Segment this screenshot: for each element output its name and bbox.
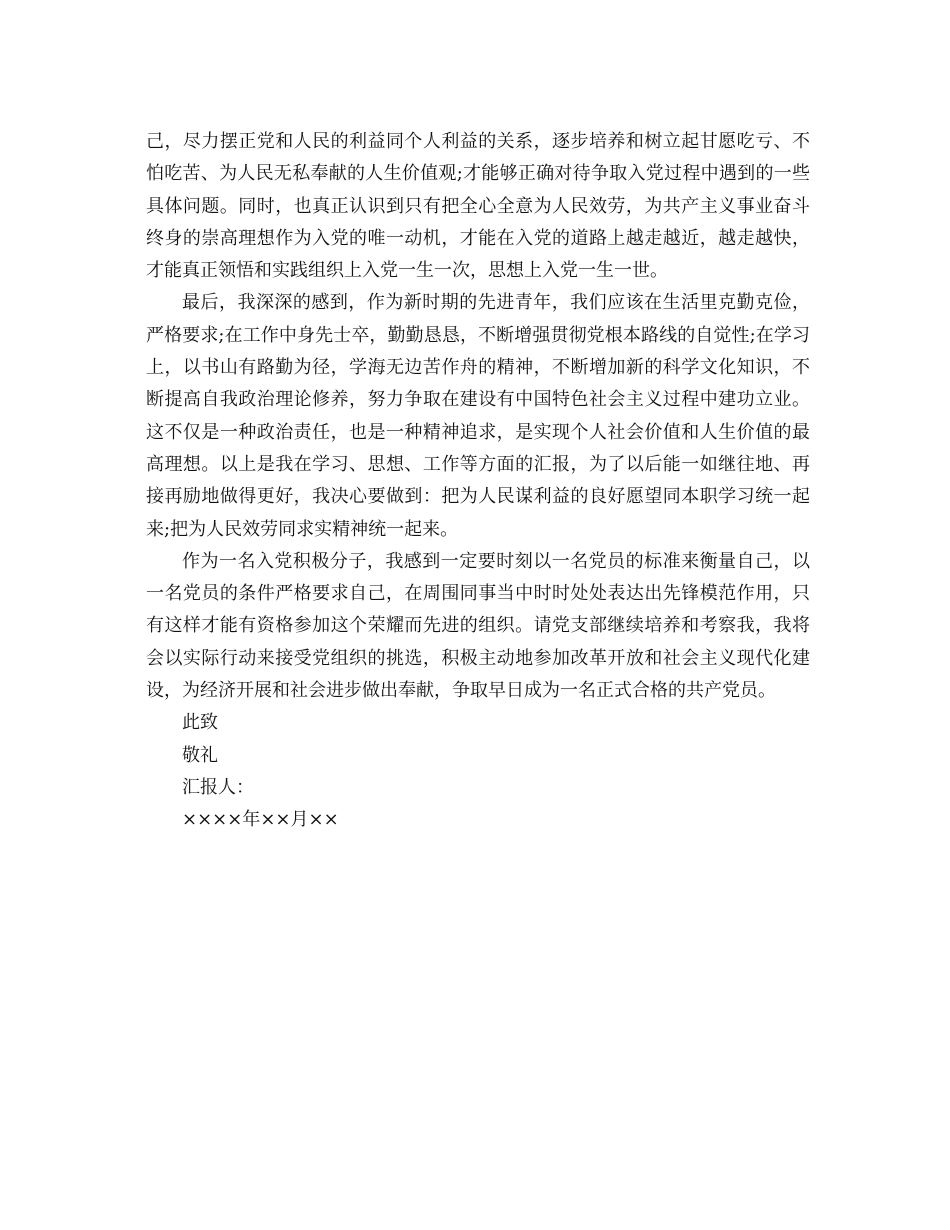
report-date: ××××年××月×× xyxy=(182,809,339,831)
document-body xyxy=(146,126,810,837)
paragraph-continuation: 己，尽力摆正党和人民的利益同个人利益的关系，逐步培养和树立起甘愿吃亏、不怕吃苦、为人民无私奉献的人生价值观;才能够正确对待争取入党过程中遇到的一些具体问题。同时，也真正认识到只有把全心全意为人民效劳，为共产主义事业奋斗终身的崇高理想作为入党的唯一动机，才能在入党的道路上越走越近，越走越快，才能真正领悟和实践组织上入党一生一次，思想上入党一生一世。 xyxy=(146,131,810,282)
salutation-jingli: 敬礼 xyxy=(182,744,218,766)
paragraph-conclusion: 最后，我深深的感到，作为新时期的先进青年，我们应该在生活里克勤克俭，严格要求;在工作中身先士卒，勤勤恳恳，不断增强贯彻党根本路线的自觉性;在学习上，以书山有路勤为径，学海无边苦作舟的精神，不断增加新的科学文化知识，不断提高自我政治理论修养，努力争取在建设有中国特色社会主义过程中建功立业。这不仅是一种政治责任，也是一种精神追求，是实现个人社会价值和人生价值的最高理想。以上是我在学习、思想、工作等方面的汇报，为了以后能一如继往地、再接再励地做得更好，我决心要做到：把为人民谋利益的良好愿望同本职学习统一起来;把为人民效劳同求实精神统一起来。 xyxy=(146,292,810,540)
paragraph-commitment: 作为一名入党积极分子，我感到一定要时刻以一名党员的标准来衡量自己，以一名党员的条件严格要求自己，在周围同事当中时时处处表达出先锋模范作用，只有这样才能有资格参加这个荣耀而先进的组织。请党支部继续培养和考察我，我将会以实际行动来接受党组织的挑选，积极主动地参加改革开放和社会主义现代化建设，为经济开展和社会进步做出奉献，争取早日成为一名正式合格的共产党员。 xyxy=(146,550,810,702)
reporter-label: 汇报人： xyxy=(182,776,254,798)
salutation-cizhi: 此致 xyxy=(182,712,218,734)
